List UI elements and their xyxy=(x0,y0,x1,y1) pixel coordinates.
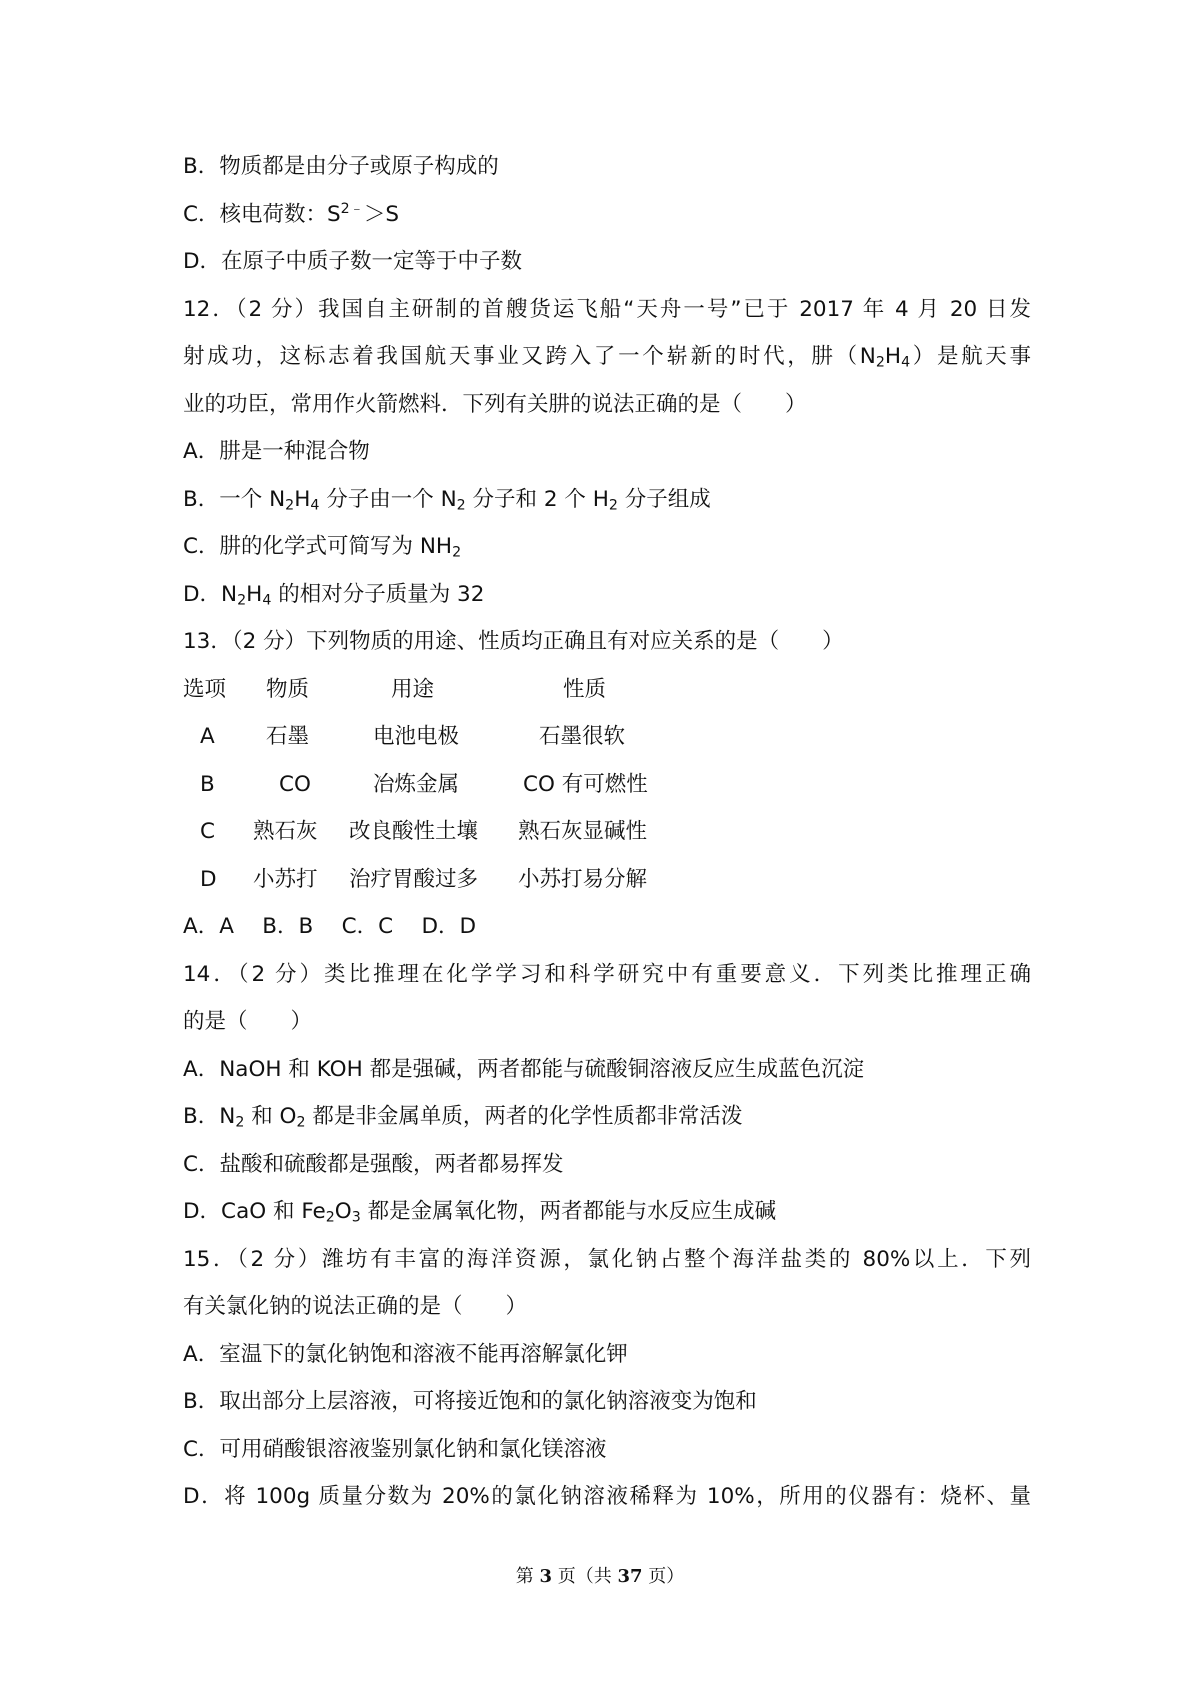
footer-middle: 页（共 xyxy=(552,1566,618,1587)
q13-row-a-option: A xyxy=(200,724,215,749)
q13-table-header xyxy=(183,666,1031,714)
q12-option-c: C．肼的化学式可简写为 $NH_2$ xyxy=(183,534,462,561)
q12-option-a: A．肼是一种混合物 xyxy=(183,439,370,464)
q13-stem: 13．（2 分）下列物质的用途、性质均正确且有对应关系的是（ ） xyxy=(183,629,844,654)
q13-table-row xyxy=(183,713,1031,761)
q14-option-a: A．NaOH 和 KOH 都是强碱，两者都能与硫酸铜溶液反应生成蓝色沉淀 xyxy=(183,1056,865,1082)
q11-option-c: C．核电荷数：$S^{2﹣}>S$ xyxy=(183,200,400,227)
page-number: 3 xyxy=(539,1566,552,1587)
q13-row-a-use: 电池电极 xyxy=(373,724,460,749)
q14-option-d: D．CaO 和 $Fe_2O_3$ 都是金属氧化物，两者都能与水反应生成碱 xyxy=(183,1199,777,1226)
q13-row-b-option: B xyxy=(200,771,215,797)
q14-option-c: C．盐酸和硫酸都是强酸，两者都易挥发 xyxy=(183,1151,564,1177)
q14-stem-line1: 14．（2 分）类比推理在化学学习和科学研究中有重要意义．下列类比推理正确 xyxy=(183,961,1031,987)
q13-header-substance: 物质 xyxy=(266,676,310,702)
q13-row-b-substance: CO xyxy=(279,771,311,797)
q15-option-d: D．将 100g 质量分数为 20%的氯化钠溶液稀释为 10%，所用的仪器有：烧杯、量 xyxy=(183,1484,1031,1509)
page-footer xyxy=(0,1562,1200,1588)
q12-stem-line3: 业的功臣，常用作火箭燃料．下列有关肼的说法正确的是（ ） xyxy=(183,391,807,417)
q13-row-c-option: C xyxy=(200,819,216,844)
q15-stem-line1: 15．（2 分）潍坊有丰富的海洋资源，氯化钠占整个海洋盐类的 80%以上．下列 xyxy=(183,1246,1031,1272)
q13-row-c-property: 熟石灰显碱性 xyxy=(518,819,648,844)
q15-stem-line2: 有关氯化钠的说法正确的是（ ） xyxy=(183,1294,528,1319)
q11-option-d: D．在原子中质子数一定等于中子数 xyxy=(183,249,523,274)
footer-suffix: 页） xyxy=(642,1566,685,1587)
q13-row-d-option: D xyxy=(200,866,217,892)
q13-header-property: 性质 xyxy=(563,676,607,702)
q12-stem-line1: 12．（2 分）我国自主研制的首艘货运飞船“天舟一号”已于 2017 年 4 月 20 日发 xyxy=(183,296,1031,322)
page-total: 37 xyxy=(617,1566,643,1587)
q12-option-b: B．一个 $N_2H_4$ 分子由一个 $N_2$ 分子和 2 个 $H_2$ 分子组成 xyxy=(183,486,711,514)
q14-stem-line2: 的是（ ） xyxy=(183,1009,313,1034)
q13-row-a-substance: 石墨 xyxy=(266,724,310,749)
q13-header-use: 用途 xyxy=(391,676,435,702)
q13-header-option: 选项 xyxy=(183,676,227,702)
q13-answers: A．A B．B C．C D．D xyxy=(183,914,477,939)
q13-row-d-substance: 小苏打 xyxy=(253,866,318,892)
page-content xyxy=(183,143,1031,1521)
q11-option-b: B．物质都是由分子或原子构成的 xyxy=(183,154,499,179)
footer-prefix: 第 xyxy=(515,1566,540,1587)
q13-row-d-use: 治疗胃酸过多 xyxy=(349,866,479,892)
q15-option-b: B．取出部分上层溶液，可将接近饱和的氯化钠溶液变为饱和 xyxy=(183,1389,757,1414)
q13-row-d-property: 小苏打易分解 xyxy=(518,866,648,892)
q13-row-c-use: 改良酸性土壤 xyxy=(349,819,479,844)
q13-row-b-use: 冶炼金属 xyxy=(373,771,460,797)
q14-option-b: B．$N_2$ 和 $O_2$ 都是非金属单质，两者的化学性质都非常活泼 xyxy=(183,1104,743,1131)
q13-table-row xyxy=(183,761,1031,809)
q13-row-b-property: CO 有可燃性 xyxy=(523,771,648,797)
q13-table-row xyxy=(183,856,1031,904)
q12-stem-line2: 射成功，这标志着我国航天事业又跨入了一个崭新的时代，肼$(N_2H_4)$是航天事 xyxy=(183,344,1031,371)
q13-table-row xyxy=(183,808,1031,856)
q15-option-a: A．室温下的氯化钠饱和溶液不能再溶解氯化钾 xyxy=(183,1341,628,1367)
q12-option-d: D．$N_2H_4$ 的相对分子质量为 32 xyxy=(183,581,485,609)
q13-row-c-substance: 熟石灰 xyxy=(253,819,318,844)
q13-row-a-property: 石墨很软 xyxy=(539,724,626,749)
q15-option-c: C．可用硝酸银溶液鉴别氯化钠和氯化镁溶液 xyxy=(183,1436,607,1462)
